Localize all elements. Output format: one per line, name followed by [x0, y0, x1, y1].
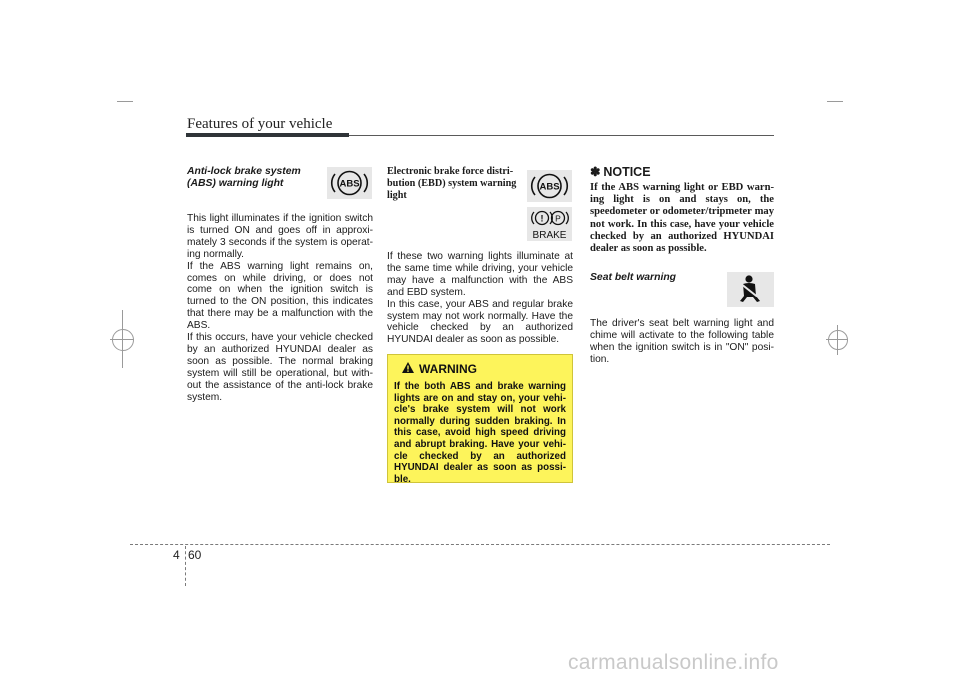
column-ebd-body	[387, 251, 573, 346]
section-number: 4	[173, 548, 180, 562]
warning-text: If the both ABS and brake warning lights are on and stay on, your vehi-cle's brake system will not work normally during sudden braking. In this case, avoid high speed driving and abrupt braking. Have your vehi-cle checked by an authorized HYUNDAI dealer as soon as possi-ble.	[394, 381, 566, 485]
warning-box	[387, 354, 573, 483]
warning-triangle-icon	[402, 360, 414, 378]
column-abs-body	[187, 213, 373, 404]
ebd-abs-icon	[527, 170, 572, 202]
warning-title-row	[402, 360, 566, 378]
column-seatbelt-body	[590, 318, 774, 366]
page-number: 60	[188, 548, 202, 562]
brake-icon-label: BRAKE	[532, 230, 567, 241]
warning-title: WARNING	[419, 362, 477, 376]
brake-warning-icon	[527, 207, 572, 241]
notice-title: NOTICE	[603, 165, 651, 179]
seatbelt-heading: Seat belt warning	[590, 272, 677, 283]
svg-text:!: !	[540, 213, 544, 224]
ebd-heading-line2: bution (EBD) system warning	[387, 178, 517, 189]
abs-paragraph-3: If this occurs, have your vehicle checked by an authorized HYUNDAI dealer as soon as possible. The normal braking system will still be operational, but with-out the assistance of the anti-lock brake system.	[187, 332, 373, 403]
crop-mark	[827, 101, 843, 102]
notice-symbol: ✽	[590, 165, 601, 179]
abs-paragraph-1: This light illuminates if the ignition switch is turned ON and goes off in approxi-mately 3 seconds if the system is operat-ing normally.	[187, 213, 373, 260]
ebd-paragraph-2: In this case, your ABS and regular brake system may not work normally. Have the vehicle checked by an authorized HYUNDAI dealer as soon as possible.	[387, 298, 573, 346]
ebd-heading-line3: light	[387, 190, 407, 201]
header-bar	[186, 133, 349, 137]
abs-heading-line2: (ABS) warning light	[187, 178, 284, 189]
header-rule	[349, 135, 774, 136]
svg-text:P: P	[555, 213, 561, 224]
seatbelt-warning-icon	[727, 272, 774, 307]
notice-text: If the ABS warning light or EBD warn-ing light is on and stays on, the speedometer or odometer/tripmeter may not work. In this case, have your vehicle checked by an authorized HYUNDAI dealer as soon as possible.	[590, 181, 774, 254]
registration-circle	[112, 329, 134, 351]
ebd-abs-icon-label: ABS	[539, 181, 560, 193]
seatbelt-text: The driver's seat belt warning light and chime will activate to the following table when the ignition switch is in "ON" posi-tion.	[590, 318, 774, 365]
ebd-paragraph-1: If these two warning lights illuminate at the same time while driving, your vehicle may have a malfunction with the ABS and EBD system.	[387, 251, 573, 298]
abs-warning-icon	[327, 167, 372, 199]
abs-icon-label: ABS	[339, 178, 360, 190]
abs-paragraph-2: If the ABS warning light remains on, comes on while driving, or does not come on when the ignition switch is turned to the ON position, this indicates that there may be a malfunction with the ABS.	[187, 260, 373, 332]
page-header-title: Features of your vehicle	[187, 116, 333, 132]
registration-circle	[828, 330, 848, 350]
notice-heading	[590, 167, 774, 180]
crop-mark	[117, 101, 133, 102]
ebd-heading-line1: Electronic brake force distri-	[387, 166, 514, 177]
footer-divider	[185, 546, 186, 586]
watermark: carmanualsonline.info	[568, 651, 779, 674]
column-notice	[590, 167, 774, 255]
abs-heading-line1: Anti-lock brake system	[187, 166, 301, 177]
footer-rule	[130, 544, 830, 545]
column-ebd	[387, 166, 522, 202]
ebd-heading	[387, 166, 522, 202]
